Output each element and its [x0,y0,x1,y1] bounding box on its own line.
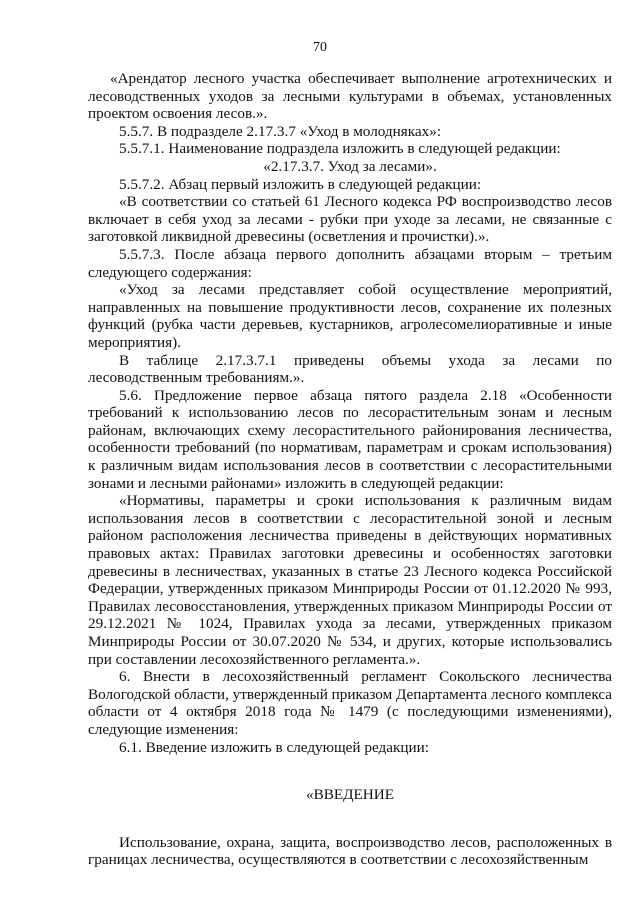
paragraph-norms-quote: «Нормативы, параметры и сроки использования к различным видам использования лесов в соответствии с лесорастительной зоной и лесным районом расположения лесничества приведены в действующих нормативных правовых актах: Правилах заготовки древесины и особенностях заготовки древесины в лесничествах, указанных в статье 23 Лесного кодекса Российской Федерации, утвержденных приказом Минприроды России от 01.12.2020 № 993, Правилах лесовосстановления, утвержденных приказом Минприроды России от 29.12.2021 № 1024, Правилах ухода за лесами, утвержденных приказом Минприроды России от 30.07.2020 № 534, и других, которые использовались при составлении лесохозяйственного регламента.». [88,492,612,668]
paragraph-5-5-7-3: 5.5.7.3. После абзаца первого дополнить абзацами вторым – третьим следующего содержания: [88,245,612,281]
section-heading-introduction: «ВВЕДЕНИЕ [306,786,394,804]
paragraph-introduction-text: Использование, охрана, защита, воспроизводство лесов, расположенных в границах лесничества, осуществляются в соответствии с лесохозяйственным [88,833,612,869]
page-number: 70 [313,40,327,55]
paragraph-5-5-7-1: 5.5.7.1. Наименование подраздела изложить в следующей редакции: [119,140,561,158]
paragraph-subsection-title: «2.17.3.7. Уход за лесами». [263,157,437,175]
paragraph-tenant-quote: «Арендатор лесного участка обеспечивает выполнение агротехнических и лесоводственных уходов за лесными культурами в объемах, установленных проектом освоения лесов.». [88,70,612,123]
paragraph-6: 6. Внести в лесохозяйственный регламент Сокольского лесничества Вологодской области, утвержденный приказом Департамента лесного комплекса области от 4 октября 2018 года № 1479 (с последующими изменениями), следующие изменения: [88,668,613,738]
paragraph-5-6: 5.6. Предложение первое абзаца пятого раздела 2.18 «Особенности требований к использованию лесов по лесорастительным зонам и лесным районам, включающих схему лесорастительного районирования лесничества, особенности требований (по нормативам, параметрам и срокам использования) к различным видам использования лесов в соответствии с лесорастительными зонами и лесными районами» изложить в следующей редакции: [88,386,612,492]
paragraph-5-5-7-2: 5.5.7.2. Абзац первый изложить в следующей редакции: [119,175,482,193]
paragraph-article-61-quote: «В соответствии со статьей 61 Лесного кодекса РФ воспроизводство лесов включает в себя уход за лесами - рубки при уходе за лесами, не связанные с заготовкой ликвидной древесины (осветления и прочистки).». [88,193,612,246]
document-body [88,70,612,869]
paragraph-6-1: 6.1. Введение изложить в следующей редакции: [119,738,429,756]
paragraph-5-5-7: 5.5.7. В подразделе 2.17.3.7 «Уход в молодняках»: [119,122,442,140]
paragraph-table-reference: В таблице 2.17.3.7.1 приведены объемы ухода за лесами по лесоводственным требованиям.». [88,351,612,387]
paragraph-forest-care-quote: «Уход за лесами представляет собой осуществление мероприятий, направленных на повышение продуктивности лесов, сохранение их полезных функций (рубка части деревьев, кустарников, агролесомелиоративные и иные мероприятия). [88,281,612,351]
